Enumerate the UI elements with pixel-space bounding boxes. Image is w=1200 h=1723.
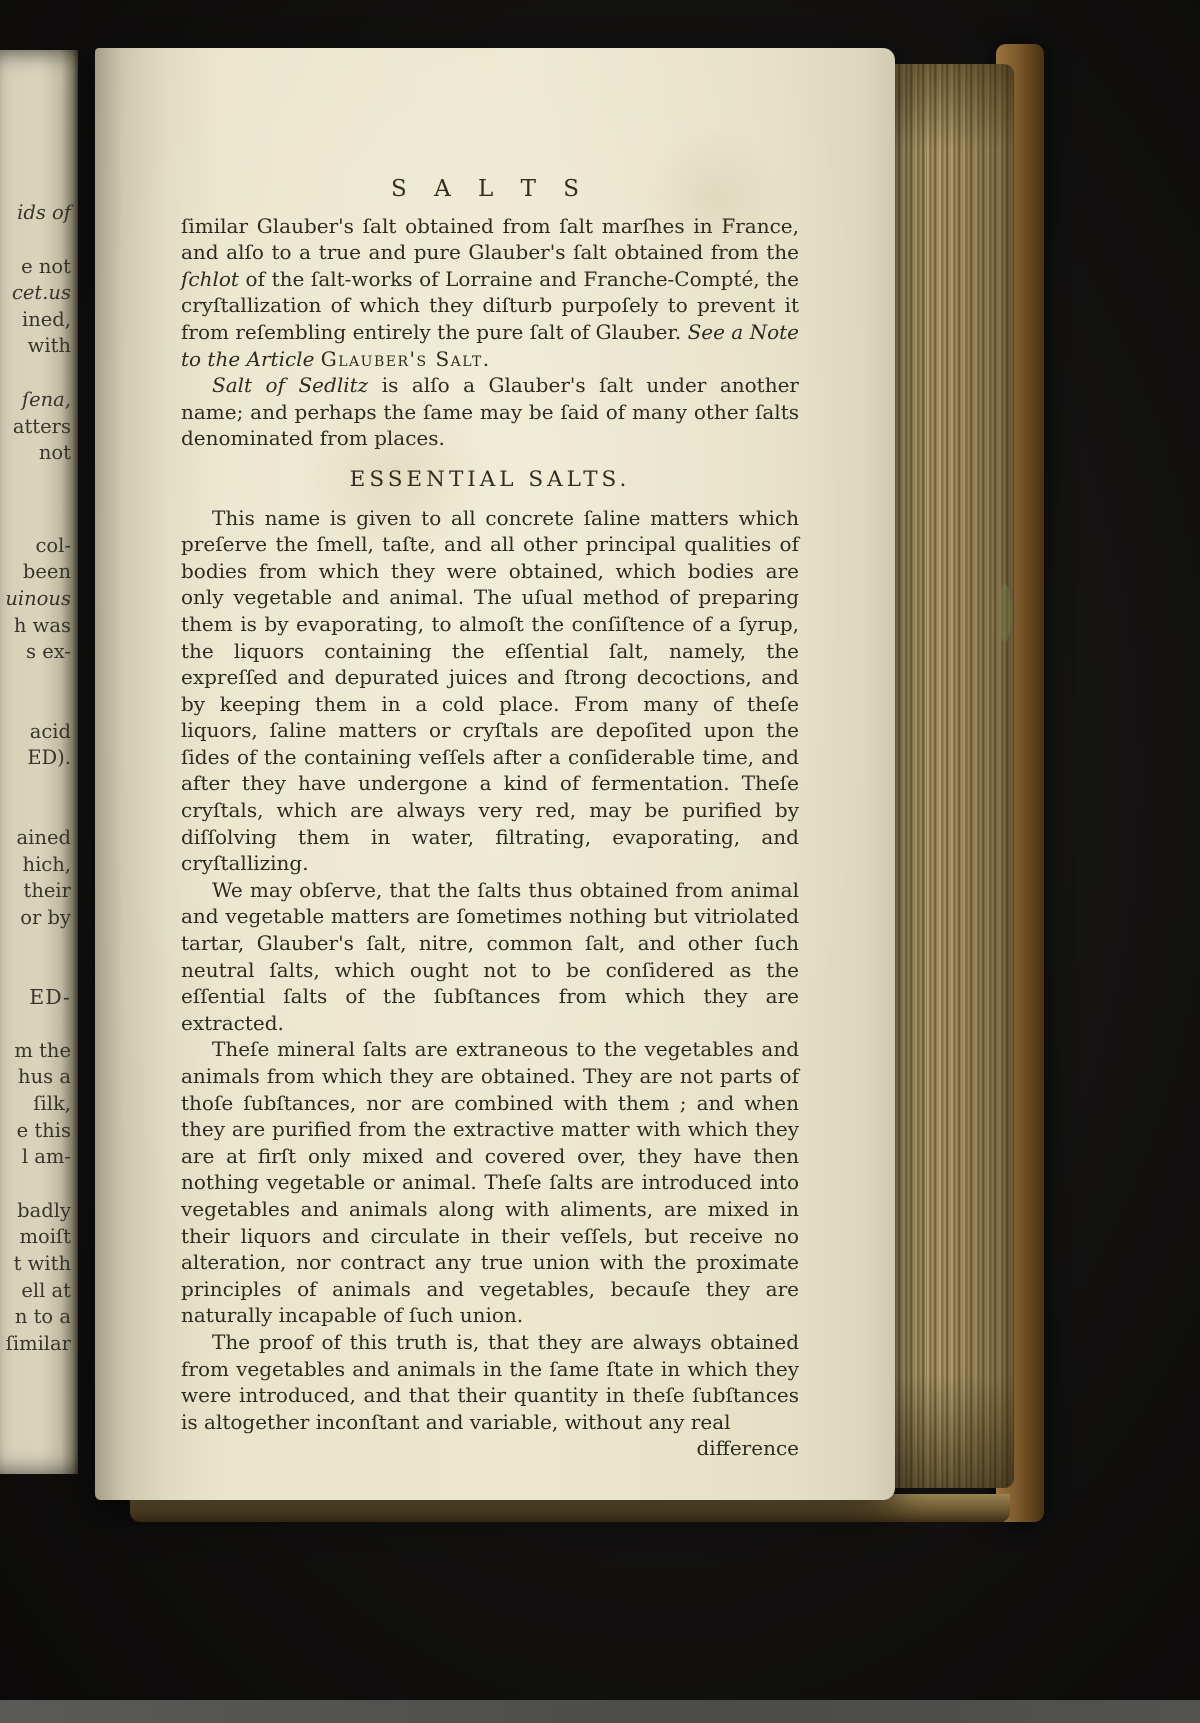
text-segment-smallcaps: Glauber's Salt <box>320 346 483 371</box>
paragraph: Theſe mineral ſalts are extraneous to the vegetables and animals from which they are obtained. They are not parts of thoſe ſubſtances, nor are combined with them ; and when they are purified from the extractive matter with which they are at firſt only mixed and covered over, they have then nothing vegetable or animal. Theſe ſalts are introduced into vegetables and animals along with aliments, are mixed in their liquors and circulate in their veſſels, but receive no alteration, nor contract any true union with the proximate principles of animals and vegetables, becauſe they are naturally incapable of ſuch union. <box>181 1037 799 1328</box>
facing-page-fragment <box>0 387 71 467</box>
paragraph-continued <box>181 213 799 373</box>
facing-page-text-line: badly <box>17 1198 71 1222</box>
text-segment: of the ſalt-works of Lorraine and Franche-Compté, the cryſtallization of which they diſturb purpoſely to prevent it from reſembling entirely the pure ſalt of Glauber. <box>181 266 799 344</box>
book-page <box>95 48 895 1500</box>
facing-page-fragment <box>0 984 71 1011</box>
facing-page-text-line: ined, <box>21 307 71 331</box>
text-segment-italic: ſchlot <box>181 266 239 291</box>
facing-page-text-line: h was <box>13 613 71 637</box>
page-text-block <box>181 48 799 1500</box>
facing-page-fragment <box>0 1038 71 1171</box>
facing-page-sliver <box>0 50 78 1474</box>
facing-page-text-line: hus a <box>18 1065 71 1089</box>
facing-page-text-line: atters <box>12 414 71 438</box>
edge-stain <box>999 584 1011 642</box>
facing-page-text-line: e not <box>21 254 71 278</box>
facing-page-text-line: uinous <box>5 586 71 610</box>
facing-page-fragment <box>0 254 71 360</box>
facing-page-text-line: or by <box>20 905 71 929</box>
facing-page-text-line: ell at <box>21 1278 71 1302</box>
paragraph: We may obſerve, that the ſalts thus obtained from animal and vegetable matters are ſometimes nothing but vitriolated tartar, Glauber's ſalt, nitre, common ſalt, and other ſuch neutral ſalts, which ought not to be conſidered as the eſſential ſalts of the ſubſtances from which they are extracted. <box>181 877 799 1035</box>
paragraph: The proof of this truth is, that they are always obtained from vegetables and animals in the ſame ſtate in which they were introduced, and that their quantity in theſe ſubſtances is altogether inconſtant and variable, without any real <box>181 1329 799 1434</box>
facing-page-text-column <box>0 200 71 1357</box>
facing-page-text-line: ED- <box>29 985 71 1010</box>
facing-page-text-line: ſilk, <box>33 1092 71 1116</box>
facing-page-text-line: ſimilar <box>5 1331 71 1355</box>
paragraph <box>181 372 799 452</box>
facing-page-text-line: m the <box>14 1038 71 1062</box>
paragraph: This name is given to all concrete ſaline matters which preſerve the ſmell, taſte, and all other principal qualities of bodies from which they were obtained, which bodies are only vegetable and animal. The uſual method of preparing them is by evaporating, to almoſt the conſiſtence of a ſyrup, the liquors containing the eſſential ſalt, namely, the expreſſed and depurated juices and ſtrong decoctions, and by keeping them in a cold place. From many of theſe liquors, ſaline matters or cryſtals are depoſited upon the ſides of the containing veſſels after a conſiderable time, and after they have undergone a kind of fermentation. Theſe cryſtals, which are always very red, may be purified by diſſolving them in water, filtrating, evaporating, and cryſtallizing. <box>181 505 799 876</box>
facing-page-fragment <box>0 719 71 772</box>
text-segment: . <box>482 346 490 371</box>
facing-page-fragment <box>0 825 71 931</box>
facing-page-text-line: l am- <box>21 1145 71 1169</box>
section-heading: ESSENTIAL SALTS. <box>349 466 631 492</box>
facing-page-text-line: ids of <box>17 201 71 224</box>
facing-page-text-line: ED). <box>27 746 71 770</box>
facing-page-text-line: with <box>27 334 71 358</box>
facing-page-text-line: s ex- <box>26 640 71 664</box>
facing-page-text-line: their <box>23 879 71 903</box>
facing-page-text-line: t with <box>13 1252 71 1276</box>
facing-page-text-line: acid <box>29 719 71 743</box>
facing-page-text-line: n to a <box>14 1305 71 1329</box>
catchword: difference <box>696 1436 799 1461</box>
facing-page-text-line: hich, <box>22 852 71 876</box>
text-segment: is alſo a Glauber's ſalt under another name; and perhaps the ſame may be ſaid of many other ſalts denominated from places. <box>181 373 799 451</box>
facing-page-text-line: ſena, <box>21 387 71 411</box>
facing-page-fragment <box>0 533 71 666</box>
scan-bottom-strip <box>0 1700 1200 1723</box>
facing-page-text-line: e this <box>16 1118 71 1142</box>
facing-page-fragment <box>0 200 71 227</box>
facing-page-text-line: not <box>38 441 71 465</box>
text-segment: ſimilar Glauber's ſalt obtained from ſalt marſhes in France, and alſo to a true and pure Glauber's ſalt obtained from the <box>181 213 799 265</box>
text-segment-italic: See a Note to the Article <box>181 319 799 371</box>
facing-page-text-line: ained <box>16 825 71 849</box>
text-segment-italic: Salt of Sedlitz <box>212 373 369 398</box>
facing-page-text-line: been <box>22 560 71 584</box>
running-head: S A L T S <box>391 176 589 202</box>
facing-page-text-line: cet.us <box>11 281 71 305</box>
facing-page-text-line: col- <box>35 533 71 557</box>
facing-page-fragment <box>0 1198 71 1358</box>
facing-page-text-line: moiſt <box>19 1225 71 1249</box>
